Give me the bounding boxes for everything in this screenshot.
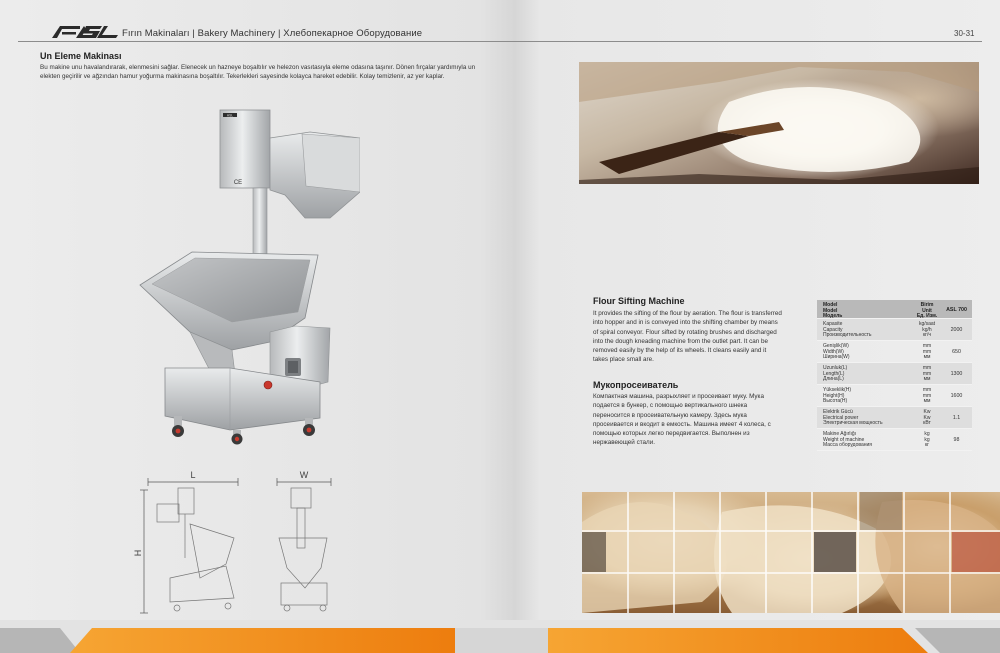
flour-sack-photo	[579, 62, 979, 184]
spec-row	[817, 363, 972, 385]
spec-row-value: 1300	[950, 371, 963, 377]
spec-header-units: Birim Unit Ед. Изм.	[916, 302, 938, 320]
spec-row-labels: Genişlik(W) Width(W) Ширина(W)	[823, 343, 850, 361]
spec-row-units: mm mm мм	[922, 387, 932, 405]
asl-logo	[50, 25, 120, 39]
spec-row-value: 650	[952, 349, 961, 355]
spec-row-units: Kw Kw кВт	[923, 409, 931, 427]
spec-row	[817, 429, 972, 451]
ce-mark: CE	[233, 180, 243, 186]
length-label: L	[190, 470, 196, 480]
spec-header-row	[817, 300, 972, 319]
russian-description: Компактная машина, разрыхляет и просеивает муку. Мука подается в бункер, с помощью вертикального шнека переносится в просеивательную камеру. Здесь мука просеивается и вкодит в емкость. Машина имеет 4 колеса, с помощью которых легко передвигается. Выполнен из нержавеющей стали.	[593, 393, 771, 447]
spec-row-labels: Yükseklik(H) Height(H) Высота(H)	[823, 387, 852, 405]
english-description: It provides the sifting of the flour by aeration. The flour is transferred into hopper and in is conveyed into the shifting chamber by means of spiral conveyor. Flour sifted by rotating brushes and discharged into the dough kneading machine from the outlet part. It can be removed easily by the help of its wheels. It cleans easily and it takes place small are.	[593, 310, 782, 364]
machine-badge: ASL	[226, 113, 234, 118]
bottom-decorative-band	[0, 620, 1000, 653]
english-title: Flour Sifting Machine	[593, 296, 685, 306]
flour-sifting-machine-image	[120, 100, 360, 445]
spec-row	[817, 319, 972, 341]
page-numbers: 30-31	[954, 29, 975, 38]
spec-row-value: 98	[953, 437, 960, 443]
turkish-description: Bu makine unu havalandırarak, elenmesini sağlar. Elenecek un hazneye boşaltılır ve helezon vasıtasıyla eleme odasına taşınır. Dönen fırçalar yardımıyla un elekten geçirilir ve ağzından hamur yoğurma makinasına boşaltılır. Tekerlekleri sayesinde kolayca hareket edebilir. Kolay temizlenir, az yer kaplar.	[40, 64, 476, 81]
spec-row-value: 2000	[950, 327, 963, 333]
spec-row-units: kg/saat kg/h кг/ч	[918, 321, 936, 339]
height-label: H	[133, 549, 143, 557]
specifications-table	[817, 300, 972, 451]
width-label: W	[299, 470, 309, 480]
spec-header-model: ASL 700	[946, 307, 967, 313]
spec-row-labels: Makine Ağırlığı Weight of machine Масса оборудования	[823, 431, 872, 449]
spec-row-units: mm mm мм	[922, 365, 932, 383]
spec-rows	[817, 319, 972, 451]
spec-row-units: kg kg кг	[924, 431, 930, 449]
spec-row-value: 1600	[950, 393, 963, 399]
dimension-drawing-front	[130, 468, 250, 618]
spec-header-labels: Model Model Модель	[823, 302, 843, 320]
spec-row	[817, 407, 972, 429]
spec-row-labels: Uzunluk(L) Length(L) Длина(L)	[823, 365, 848, 383]
header-divider	[18, 41, 982, 42]
spec-row	[817, 385, 972, 407]
spec-row-labels: Elektrik Gücü Electrical power Электрическая мощность	[823, 409, 883, 427]
bread-photo	[582, 492, 1000, 613]
spec-row-labels: Kapasite Capacity Производительность	[823, 321, 872, 339]
page-header	[0, 0, 1000, 46]
russian-title: Мукопросеиватель	[593, 380, 679, 390]
spec-row	[817, 341, 972, 363]
spec-row-units: mm mm мм	[922, 343, 932, 361]
spec-row-value: 1.1	[952, 415, 961, 421]
header-title: Fırın Makinaları | Bakery Machinery | Хлебопекарное Оборудование	[122, 28, 423, 39]
turkish-title: Un Eleme Makinası	[40, 51, 122, 61]
dimension-drawing-side	[265, 468, 345, 618]
